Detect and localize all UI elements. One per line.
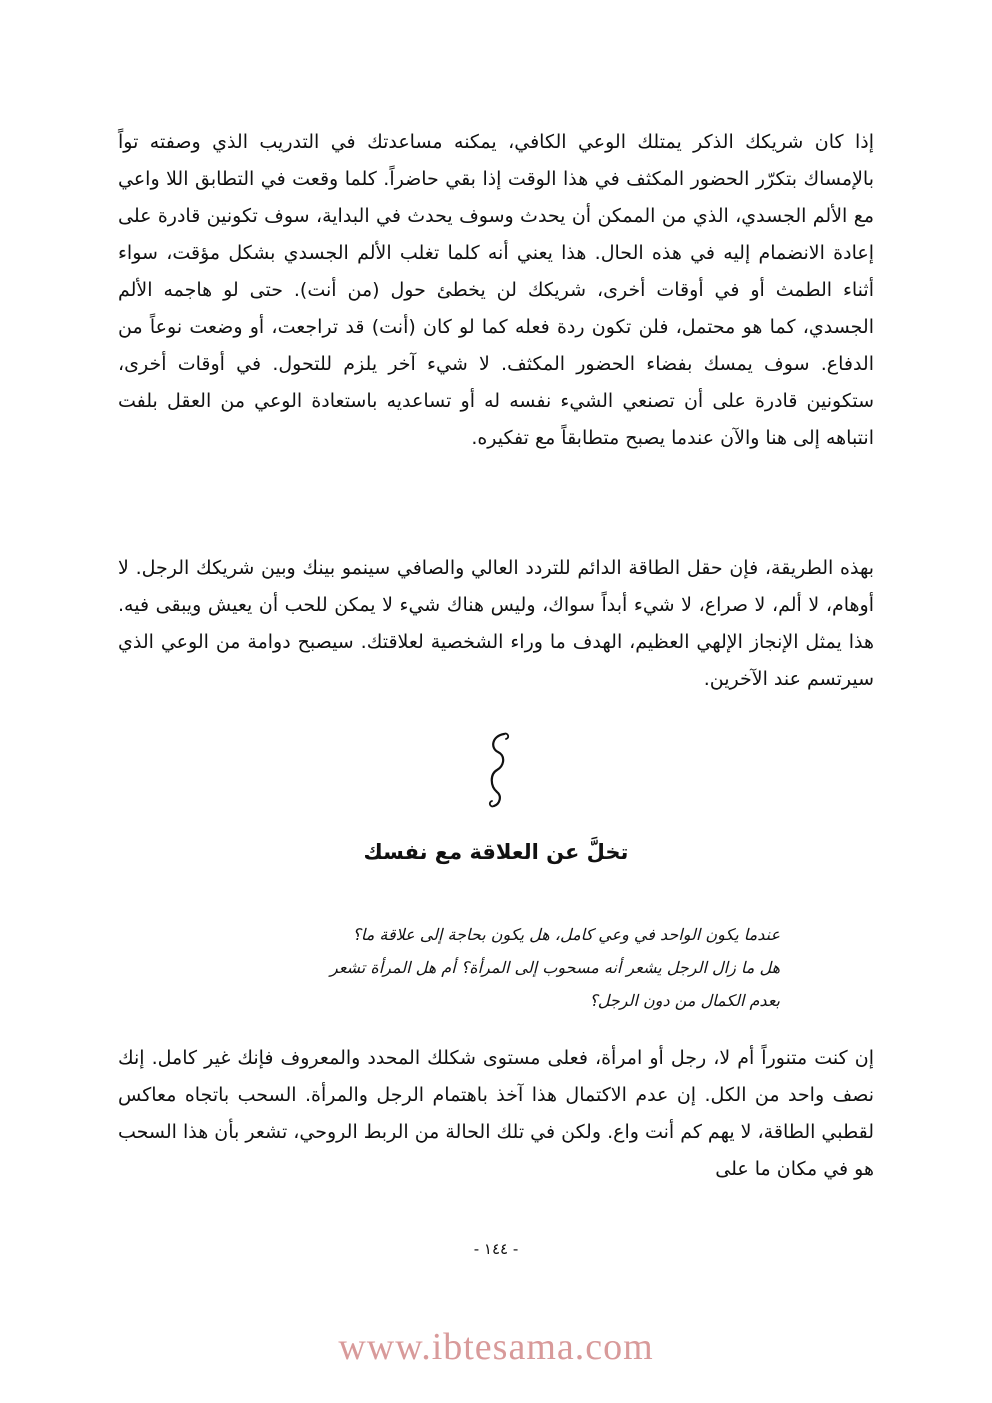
paragraph-1-text: إذا كان شريكك الذكر يمتلك الوعي الكافي، يمكنه مساعدتك في التدريب الذي وصفته تواً بالإمساك بتكرّر الحضور المكثف في هذا الوقت إذا بقي حاضراً. كلما وقعت في التطابق اللا واعي مع الألم الجسدي، الذي من الممكن أن يحدث وسوف يحدث في البداية، سوف تكونين قادرة على إعادة الانضمام إليه في هذه الحال. هذا يعني أنه كلما تغلب الألم الجسدي بشكل مؤقت، سواء أثناء الطمث أو في أوقات أخرى، شريكك لن يخطئ حول (من أنت). حتى لو هاجمه الألم الجسدي، كما هو محتمل، فلن تكون ردة فعله كما لو كان (أنت) قد تراجعت، أو وضعت نوعاً من الدفاع. سوف يمسك بفضاء الحضور المكثف. لا شيء آخر يلزم للتحول. في أوقات أخرى، ستكونين قادرة على أن تصنعي الشيء نفسه له أو تساعديه باستعادة الوعي من العقل بلفت انتباهه إلى هنا والآن عندما يصبح متطابقاً مع تفكيره. <box>118 131 874 449</box>
flourish-ornament-icon <box>470 730 526 810</box>
quote-line-2: هل ما زال الرجل يشعر أنه مسحوب إلى المرأة؟ أم هل المرأة تشعر <box>329 958 780 977</box>
section-quote <box>236 918 780 1017</box>
paragraph-3-text: إن كنت متنوراً أم لا، رجل أو امرأة، فعلى مستوى شكلك المحدد والمعروف فإنك غير كامل. إنك نصف واحد من الكل. إن عدم الاكتمال هذا آخذ باهتمام الرجل والمرأة. السحب باتجاه معاكس لقطبي الطاقة، لا يهم كم أنت واع. ولكن في تلك الحالة من الربط الروحي، تشعر بأن هذا السحب هو في مكان ما على <box>118 1047 874 1180</box>
paragraph-2-text: بهذه الطريقة، فإن حقل الطاقة الدائم للتردد العالي والصافي سينمو بينك وبين شريكك الرجل. لا أوهام، لا ألم، لا صراع، لا شيء أبداً سواك، وليس هناك شيء لا يمكن للحب أن يعيش ويبقى فيه. هذا يمثل الإنجاز الإلهي العظيم، الهدف ما وراء الشخصية لعلاقتك. سيصبح دوامة من الوعي الذي سيرتسم عند الآخرين. <box>118 557 874 690</box>
quote-line-3: بعدم الكمال من دون الرجل؟ <box>589 991 780 1010</box>
watermark: www.ibtesama.com <box>338 1326 654 1368</box>
quote-line-1: عندما يكون الواحد في وعي كامل، هل يكون بحاجة إلى علاقة ما؟ <box>352 925 780 944</box>
paragraph-1 <box>118 124 874 457</box>
page-number: - ١٤٤ - <box>473 1240 519 1258</box>
paragraph-2 <box>118 550 874 698</box>
section-heading: تخلَّ عن العلاقة مع نفسك <box>363 840 629 864</box>
paragraph-3 <box>118 1040 874 1188</box>
